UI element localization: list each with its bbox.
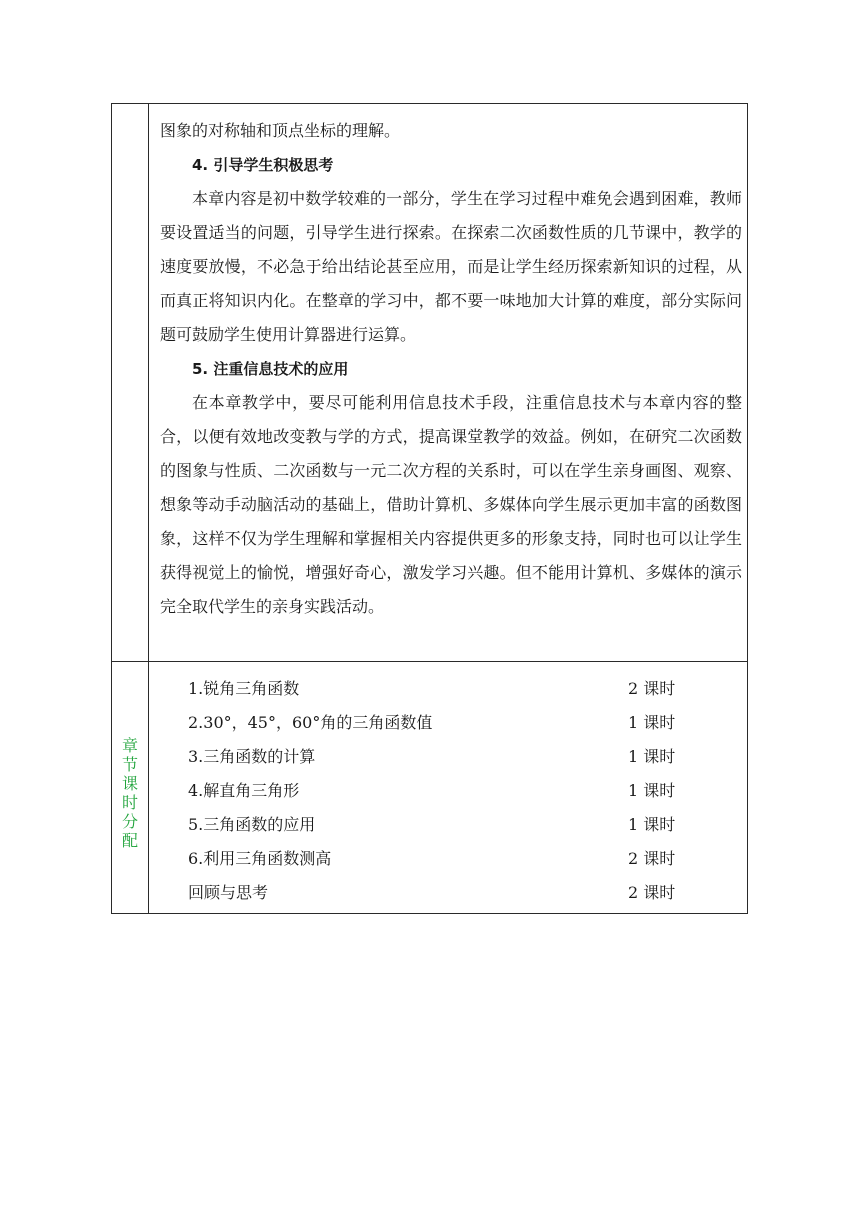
paragraph-4: 本章内容是初中数学较难的一部分，学生在学习过程中难免会遇到困难，教师要设置适当的问题，引导学生进行探索。在探索二次函数性质的几节课中，教学的速度要放慢，不必急于给出结论甚至应用，而是让学生经历探索新知识的过程，从而真正将知识内化。在整章的学习中，都不要一味地加大计算的难度，部分实际问题可鼓励学生使用计算器进行运算。 <box>160 189 742 344</box>
schedule-row <box>188 881 708 915</box>
schedule-row <box>188 745 708 779</box>
label-char: 时 <box>121 793 138 812</box>
lesson-hours: 2 课时 <box>628 883 676 902</box>
schedule-list <box>188 677 708 915</box>
schedule-row <box>188 711 708 745</box>
schedule-row <box>188 847 708 881</box>
lesson-title: 3.三角函数的计算 <box>188 747 316 766</box>
teaching-suggestions <box>160 114 742 624</box>
label-char: 节 <box>121 755 138 774</box>
lesson-hours: 1 课时 <box>628 815 676 834</box>
lesson-title: 5.三角函数的应用 <box>188 815 316 834</box>
lesson-hours: 1 课时 <box>628 781 676 800</box>
label-char: 配 <box>121 831 138 850</box>
paragraph-5: 在本章教学中，要尽可能利用信息技术手段，注重信息技术与本章内容的整合，以便有效地改变教与学的方式，提高课堂教学的效益。例如，在研究二次函数的图象与性质、二次函数与一元二次方程的关系时，可以在学生亲身画图、观察、想象等动手动脑活动的基础上，借助计算机、多媒体向学生展示更加丰富的函数图象，这样不仅为学生理解和掌握相关内容提供更多的形象支持，同时也可以让学生获得视觉上的愉悦，增强好奇心，激发学习兴趣。但不能用计算机、多媒体的演示完全取代学生的亲身实践活动。 <box>160 393 742 616</box>
heading-5: 5. 注重信息技术的应用 <box>192 360 349 378</box>
lesson-title: 2.30°，45°，60°角的三角函数值 <box>188 713 433 732</box>
paragraph-continued: 图象的对称轴和顶点坐标的理解。 <box>160 121 401 140</box>
lesson-hours: 1 课时 <box>628 713 676 732</box>
lesson-title: 4.解直角三角形 <box>188 781 300 800</box>
column-divider <box>148 104 149 913</box>
schedule-row <box>188 813 708 847</box>
lesson-hours: 2 课时 <box>628 849 676 868</box>
label-char: 章 <box>121 736 138 755</box>
lesson-hours: 1 课时 <box>628 747 676 766</box>
lesson-title: 6.利用三角函数测高 <box>188 849 332 868</box>
heading-4: 4. 引导学生积极思考 <box>192 156 334 174</box>
row-divider <box>112 661 747 662</box>
schedule-row <box>188 779 708 813</box>
lesson-plan-table <box>111 103 748 914</box>
lesson-title: 1.锐角三角函数 <box>188 679 300 698</box>
label-char: 分 <box>121 812 138 831</box>
schedule-label <box>112 736 148 850</box>
lesson-title: 回顾与思考 <box>188 883 269 902</box>
lesson-hours: 2 课时 <box>628 679 676 698</box>
label-char: 课 <box>121 774 138 793</box>
schedule-row <box>188 677 708 711</box>
